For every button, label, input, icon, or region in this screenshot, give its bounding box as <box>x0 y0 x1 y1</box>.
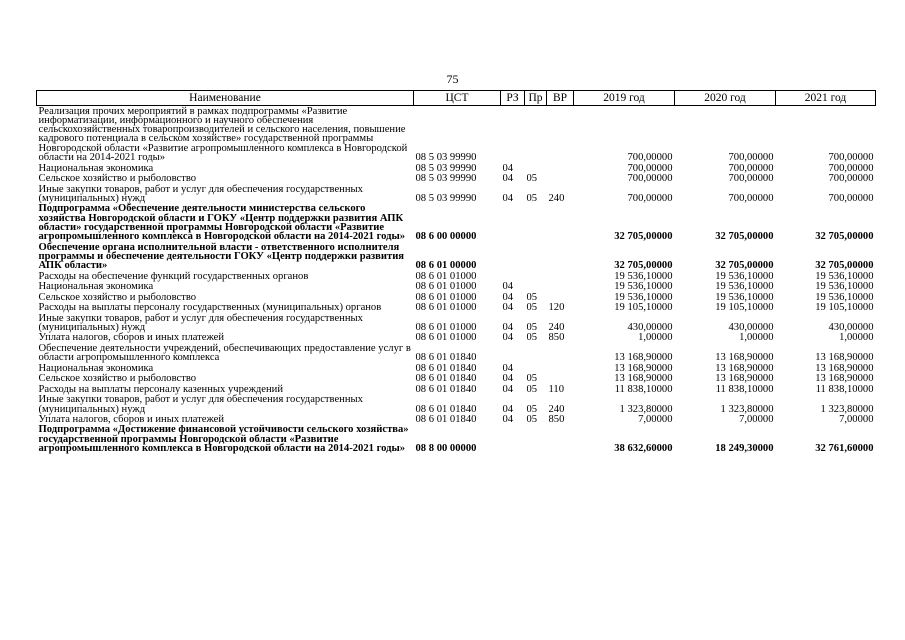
row-pr <box>525 282 547 292</box>
row-cst: 08 5 03 99990 <box>415 152 477 164</box>
row-value-2021: 32 705,00000 <box>815 260 874 272</box>
table-row <box>37 303 876 313</box>
row-value-2019: 19 105,10000 <box>614 302 673 314</box>
row-rz: 04 <box>502 281 514 293</box>
row-pr <box>525 271 547 281</box>
row-value-2021: 700,00000 <box>828 192 874 204</box>
row-value-2021: 7,00000 <box>839 413 874 425</box>
row-vr <box>547 343 574 363</box>
row-pr: 05 <box>526 192 538 204</box>
row-name: Уплата налогов, сборов и иных платежей <box>38 332 225 344</box>
row-name: Иные закупки товаров, работ и услуг для обеспечения государственных (муниципальных) нужд <box>38 312 363 333</box>
row-value-2019: 11 838,10000 <box>614 383 673 395</box>
row-vr: 240 <box>548 403 565 415</box>
row-cst: 08 6 01 01000 <box>415 332 477 344</box>
row-value-2021: 430,00000 <box>828 322 874 333</box>
row-name: Обеспечение органа исполнительной власти - ответственного исполнителя программы и обеспечение деятельности ГОКУ «Центр поддержки развития АПК области» <box>38 241 405 272</box>
row-value-2019: 32 705,00000 <box>614 231 673 243</box>
row-value-2021: 19 536,10000 <box>815 291 874 303</box>
row-vr <box>547 173 574 183</box>
table-row <box>37 363 876 373</box>
row-name: Подпрограмма «Достижение финансовой устойчивости сельского хозяйства» государственной программы Новгородской области «Развитие агропромышленного комплекса в Новгородской области на 2014-2021 годы» <box>38 424 409 455</box>
table-row <box>37 384 876 394</box>
row-vr <box>547 106 574 163</box>
row-rz: 04 <box>502 291 514 303</box>
row-value-2019: 700,00000 <box>627 192 673 204</box>
row-rz: 04 <box>502 173 514 185</box>
row-pr: 05 <box>526 403 538 415</box>
header-name: Наименование <box>37 91 414 106</box>
row-value-2020: 32 705,00000 <box>715 260 774 272</box>
row-value-2020: 18 249,30000 <box>715 443 774 455</box>
row-pr: 05 <box>526 373 538 385</box>
row-pr <box>525 363 547 373</box>
row-value-2019: 13 168,90000 <box>614 352 673 364</box>
row-rz: 04 <box>502 373 514 385</box>
row-value-2021: 13 168,90000 <box>815 373 874 385</box>
row-cst: 08 6 01 01840 <box>415 362 477 374</box>
row-rz: 04 <box>502 383 514 395</box>
row-value-2020: 19 105,10000 <box>715 302 774 314</box>
table-row <box>37 204 876 242</box>
header-vr: ВР <box>547 91 574 106</box>
row-name: Подпрограмма «Обеспечение деятельности министерства сельского хозяйства Новгородской области и ГОКУ «Центр поддержки развития АПК области» государственной программы Новгородской области «Развитие агропромышленного комплекса в Новгородской области на 2014-2021 годы» <box>38 203 406 243</box>
table-row <box>37 343 876 363</box>
row-value-2020: 700,00000 <box>728 173 774 185</box>
row-value-2021: 32 705,00000 <box>815 231 874 243</box>
row-rz: 04 <box>502 322 514 333</box>
row-name: Иные закупки товаров, работ и услуг для обеспечения государственных (муниципальных) нужд <box>38 394 363 415</box>
header-pr: Пр <box>525 91 547 106</box>
row-pr: 05 <box>526 413 538 425</box>
row-pr: 05 <box>526 291 538 303</box>
row-vr <box>547 363 574 373</box>
row-vr <box>547 242 574 271</box>
row-name: Иные закупки товаров, работ и услуг для обеспечения государственных (муниципальных) нужд <box>38 183 363 204</box>
row-name: Расходы на выплаты персоналу казенных учреждений <box>38 383 283 395</box>
row-value-2020: 13 168,90000 <box>715 352 774 364</box>
table-row <box>37 333 876 343</box>
row-value-2019: 19 536,10000 <box>614 291 673 303</box>
row-value-2020: 700,00000 <box>728 162 774 174</box>
row-value-2021: 1,00000 <box>839 332 874 344</box>
row-value-2019: 19 536,10000 <box>614 270 673 282</box>
row-cst: 08 6 01 01840 <box>415 383 477 395</box>
row-value-2019: 7,00000 <box>638 413 673 425</box>
row-pr <box>525 242 547 271</box>
row-cst: 08 6 01 01000 <box>415 322 477 333</box>
row-value-2020: 1 323,80000 <box>720 403 774 415</box>
row-name: Национальная экономика <box>38 162 154 174</box>
row-rz: 04 <box>502 302 514 314</box>
budget-table <box>36 90 876 454</box>
row-value-2019: 700,00000 <box>627 152 673 164</box>
table-row <box>37 425 876 454</box>
row-vr <box>547 425 574 454</box>
row-value-2021: 19 105,10000 <box>815 302 874 314</box>
row-value-2019: 19 536,10000 <box>614 281 673 293</box>
row-value-2020: 1,00000 <box>739 332 774 344</box>
row-vr <box>547 374 574 384</box>
row-value-2019: 1 323,80000 <box>619 403 673 415</box>
row-cst: 08 6 01 01840 <box>415 352 477 364</box>
row-vr: 240 <box>548 322 565 333</box>
row-value-2020: 19 536,10000 <box>715 281 774 293</box>
row-cst: 08 6 01 01840 <box>415 413 477 425</box>
table-header <box>37 91 876 106</box>
row-value-2019: 1,00000 <box>638 332 673 344</box>
table-row <box>37 163 876 173</box>
row-pr: 05 <box>526 383 538 395</box>
table-row <box>37 173 876 183</box>
row-value-2021: 19 536,10000 <box>815 270 874 282</box>
row-rz <box>501 425 525 454</box>
row-value-2020: 13 168,90000 <box>715 362 774 374</box>
row-value-2021: 700,00000 <box>828 162 874 174</box>
row-value-2019: 32 705,00000 <box>614 260 673 272</box>
row-rz: 04 <box>502 162 514 174</box>
row-value-2020: 13 168,90000 <box>715 373 774 385</box>
row-cst: 08 5 03 99990 <box>415 173 477 185</box>
row-cst: 08 5 03 99990 <box>415 162 477 174</box>
row-pr <box>525 163 547 173</box>
row-rz: 04 <box>502 362 514 374</box>
row-value-2020: 430,00000 <box>728 322 774 333</box>
row-name: Обеспечение деятельности учреждений, обеспечивающих предоставление услуг в области агропромышленного комплекса <box>38 342 411 364</box>
row-cst: 08 6 01 01000 <box>415 270 477 282</box>
row-vr <box>547 282 574 292</box>
row-rz: 04 <box>502 413 514 425</box>
table-body <box>37 106 876 454</box>
row-value-2021: 700,00000 <box>828 173 874 185</box>
row-vr <box>547 292 574 302</box>
header-2021: 2021 год <box>776 91 876 106</box>
table-row <box>37 282 876 292</box>
table-row <box>37 313 876 333</box>
row-pr <box>525 106 547 163</box>
row-value-2021: 700,00000 <box>828 152 874 164</box>
row-value-2019: 700,00000 <box>627 173 673 185</box>
row-pr: 05 <box>526 302 538 314</box>
row-value-2021: 32 761,60000 <box>815 443 874 455</box>
row-pr: 05 <box>526 332 538 344</box>
row-vr <box>547 204 574 242</box>
row-rz <box>501 343 525 363</box>
row-value-2020: 32 705,00000 <box>715 231 774 243</box>
row-value-2020: 11 838,10000 <box>715 383 774 395</box>
row-vr <box>547 163 574 173</box>
table-row <box>37 292 876 302</box>
row-cst: 08 6 00 00000 <box>415 231 477 243</box>
header-rz: РЗ <box>501 91 525 106</box>
row-pr <box>525 425 547 454</box>
row-value-2021: 13 168,90000 <box>815 362 874 374</box>
row-name: Национальная экономика <box>38 281 154 293</box>
row-value-2019: 13 168,90000 <box>614 373 673 385</box>
row-value-2020: 7,00000 <box>739 413 774 425</box>
row-rz: 04 <box>502 332 514 344</box>
row-vr: 120 <box>548 302 565 314</box>
row-rz: 04 <box>502 192 514 204</box>
table-row <box>37 374 876 384</box>
row-cst: 08 8 00 00000 <box>415 443 477 455</box>
row-pr <box>525 204 547 242</box>
row-name: Сельское хозяйство и рыболовство <box>38 373 197 385</box>
header-cst: ЦСТ <box>414 91 501 106</box>
header-2020: 2020 год <box>675 91 776 106</box>
row-value-2019: 700,00000 <box>627 162 673 174</box>
row-vr <box>547 271 574 281</box>
row-name: Расходы на обеспечение функций государственных органов <box>38 270 309 282</box>
row-value-2021: 1 323,80000 <box>820 403 874 415</box>
row-vr: 110 <box>548 383 564 395</box>
row-name: Сельское хозяйство и рыболовство <box>38 291 197 303</box>
row-cst: 08 6 01 01000 <box>415 302 477 314</box>
row-cst: 08 5 03 99990 <box>415 192 477 204</box>
row-cst: 08 6 01 01840 <box>415 373 477 385</box>
row-value-2020: 19 536,10000 <box>715 270 774 282</box>
row-value-2021: 11 838,10000 <box>815 383 874 395</box>
row-value-2019: 38 632,60000 <box>614 443 673 455</box>
row-rz: 04 <box>502 403 514 415</box>
table-row <box>37 242 876 271</box>
row-cst: 08 6 01 01000 <box>415 281 477 293</box>
row-vr: 240 <box>548 192 565 204</box>
page-number: 75 <box>446 72 459 86</box>
row-rz <box>501 204 525 242</box>
row-rz <box>501 271 525 281</box>
row-name: Уплата налогов, сборов и иных платежей <box>38 413 225 425</box>
row-cst: 08 6 01 01000 <box>415 291 477 303</box>
row-value-2020: 19 536,10000 <box>715 291 774 303</box>
row-pr: 05 <box>526 173 538 185</box>
row-value-2019: 13 168,90000 <box>614 362 673 374</box>
table-row <box>37 414 876 424</box>
table-row <box>37 271 876 281</box>
table-row <box>37 106 876 163</box>
row-value-2019: 430,00000 <box>627 322 673 333</box>
row-value-2020: 700,00000 <box>728 192 774 204</box>
row-value-2020: 700,00000 <box>728 152 774 164</box>
row-vr: 850 <box>548 332 565 344</box>
table-row <box>37 184 876 204</box>
row-name: Расходы на выплаты персоналу государственных (муниципальных) органов <box>38 302 382 314</box>
row-pr <box>525 343 547 363</box>
row-cst: 08 6 01 01840 <box>415 403 477 415</box>
row-cst: 08 6 01 00000 <box>415 260 477 272</box>
row-name: Сельское хозяйство и рыболовство <box>38 173 197 185</box>
table-row <box>37 395 876 415</box>
row-name: Реализация прочих мероприятий в рамках подпрограммы «Развитие информатизации, информационного и научного обеспечения сельскохозяйственных товаропроизводителей и сельского населения, повышение кадрового потенциала в сельском хозяйстве» государственной программы Новгородской области «Развитие агропромышленного комплекса в Новгородской области на 2014-2021 годы» <box>38 105 408 164</box>
row-vr: 850 <box>548 413 565 425</box>
row-value-2021: 19 536,10000 <box>815 281 874 293</box>
header-2019: 2019 год <box>574 91 675 106</box>
row-pr: 05 <box>526 322 538 333</box>
row-rz <box>501 106 525 163</box>
row-name: Национальная экономика <box>38 362 154 374</box>
row-value-2021: 13 168,90000 <box>815 352 874 364</box>
row-rz <box>501 242 525 271</box>
